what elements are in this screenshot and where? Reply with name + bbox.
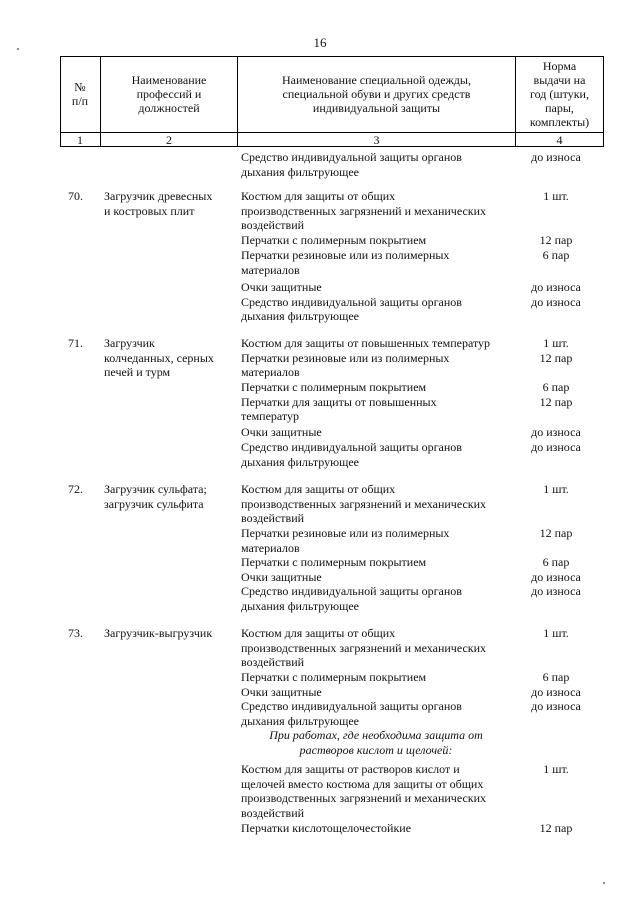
- equipment-item: щелочей вместо костюма для защиты от общих: [241, 776, 484, 791]
- profession-name: печей и турм: [104, 365, 171, 379]
- issue-norm: 12 пар: [539, 526, 573, 540]
- issue-norm: 6 пар: [542, 555, 570, 569]
- equipment-item: Средство индивидуальной защиты органов: [241, 584, 462, 598]
- profession-name: и костровых плит: [104, 203, 195, 218]
- equipment-item: Перчатки кислотощелочестойкие: [241, 821, 412, 835]
- profession-name: Загрузчик-выгрузчик: [104, 626, 213, 640]
- equipment-item: производственных загрязнений и механических: [241, 640, 487, 655]
- equipment-item: Очки защитные: [241, 280, 322, 294]
- profession-name: загрузчик сульфита: [104, 496, 204, 511]
- issue-norm: 1 шт.: [543, 482, 569, 496]
- equipment-item: Очки защитные: [241, 569, 322, 584]
- column-number: 1: [77, 133, 83, 147]
- equipment-item: производственных загрязнений и механических: [241, 496, 487, 511]
- row-number: 73.: [68, 626, 83, 640]
- equipment-item: Очки защитные: [241, 425, 322, 439]
- equipment-item: Костюм для защиты от общих: [241, 482, 396, 496]
- equipment-item: Костюм для защиты от общих: [241, 626, 396, 640]
- equipment-item: Средство индивидуальной защиты органов: [241, 440, 462, 454]
- issue-norm: до износа: [531, 425, 581, 439]
- issue-norm: 6 пар: [542, 379, 570, 394]
- equipment-item: дыхания фильтрующее: [241, 713, 359, 728]
- equipment-item: Перчатки для защиты от повышенных: [241, 394, 437, 409]
- issue-norm: 1 шт.: [543, 189, 569, 203]
- issue-norm: 6 пар: [542, 248, 570, 262]
- profession-name: колчеданных, серных: [104, 350, 214, 365]
- row-number: 72.: [68, 482, 83, 496]
- column-number: 2: [166, 133, 172, 147]
- column-number: 4: [556, 133, 563, 147]
- profession-name: Загрузчик древесных: [104, 189, 213, 203]
- scan-speck: [17, 48, 19, 50]
- row-number: 70.: [68, 189, 83, 203]
- equipment-item: Средство индивидуальной защиты органов: [241, 294, 462, 309]
- row-number: 71.: [68, 336, 83, 350]
- equipment-item: производственных загрязнений и механических: [241, 791, 487, 805]
- issue-norm: 1 шт.: [543, 336, 569, 350]
- equipment-item: температур: [241, 409, 300, 423]
- issue-norm: до износа: [531, 684, 581, 699]
- equipment-item: Перчатки резиновые или из полимерных: [241, 526, 450, 540]
- issue-norm: до износа: [531, 280, 581, 294]
- equipment-item: Костюм для защиты от повышенных температур: [241, 336, 491, 350]
- equipment-item: воздействий: [241, 655, 305, 669]
- issue-norm: 1 шт.: [543, 762, 569, 776]
- equipment-item: воздействий: [241, 511, 305, 525]
- equipment-item: Перчатки резиновые или из полимерных: [241, 350, 450, 365]
- equipment-item: Перчатки с полимерным покрытием: [241, 555, 427, 569]
- issue-norm: до износа: [531, 150, 581, 164]
- equipment-item: дыхания фильтрующее: [241, 309, 359, 323]
- equipment-item: материалов: [241, 262, 300, 277]
- header-col-norm: Норма выдачи на год (штуки, пары, комплекты): [529, 59, 590, 129]
- header-col-number: № п/п: [71, 80, 89, 108]
- equipment-item: Перчатки резиновые или из полимерных: [241, 248, 450, 262]
- issue-norm: 6 пар: [542, 670, 570, 684]
- issue-norm: 1 шт.: [543, 626, 569, 640]
- issue-norm: 12 пар: [539, 350, 573, 365]
- issue-norm: до износа: [531, 294, 581, 309]
- profession-name: Загрузчик: [104, 336, 155, 350]
- section-note: растворов кислот и щелочей:: [299, 742, 453, 757]
- equipment-item: Перчатки с полимерным покрытием: [241, 670, 427, 684]
- issue-norm: 12 пар: [539, 394, 573, 409]
- page-number: 16: [313, 35, 327, 50]
- scan-speck: [603, 882, 605, 884]
- equipment-item: производственных загрязнений и механических: [241, 203, 487, 218]
- header-col-equipment: Наименование специальной одежды, специальной обуви и других средств индивидуальной защиты: [282, 73, 471, 115]
- profession-name: Загрузчик сульфата;: [104, 482, 207, 496]
- issue-norm: до износа: [531, 569, 581, 584]
- issue-norm: до износа: [531, 440, 581, 454]
- equipment-item: воздействий: [241, 218, 305, 232]
- equipment-item: Перчатки с полимерным покрытием: [241, 379, 427, 394]
- equipment-item: материалов: [241, 365, 300, 379]
- equipment-item: Очки защитные: [241, 684, 322, 699]
- issue-norm: 12 пар: [539, 233, 573, 247]
- equipment-item: дыхания фильтрующее: [241, 164, 359, 179]
- issue-norm: 12 пар: [539, 821, 573, 835]
- equipment-item: Костюм для защиты от общих: [241, 189, 396, 203]
- equipment-item: Средство индивидуальной защиты органов: [241, 699, 462, 713]
- section-note: При работах, где необходима защита от: [269, 728, 483, 742]
- issue-norm: до износа: [531, 584, 581, 598]
- equipment-item: Перчатки с полимерным покрытием: [241, 233, 427, 247]
- equipment-item: дыхания фильтрующее: [241, 454, 359, 469]
- equipment-item: воздействий: [241, 805, 305, 820]
- equipment-item: Костюм для защиты от растворов кислот и: [241, 762, 460, 776]
- column-number: 3: [373, 133, 380, 147]
- equipment-item: материалов: [241, 540, 300, 555]
- equipment-item: дыхания фильтрующее: [241, 598, 359, 613]
- header-col-profession: Наименование профессий и должностей: [131, 73, 207, 115]
- issue-norm: до износа: [531, 699, 581, 713]
- equipment-item: Средство индивидуальной защиты органов: [241, 150, 462, 164]
